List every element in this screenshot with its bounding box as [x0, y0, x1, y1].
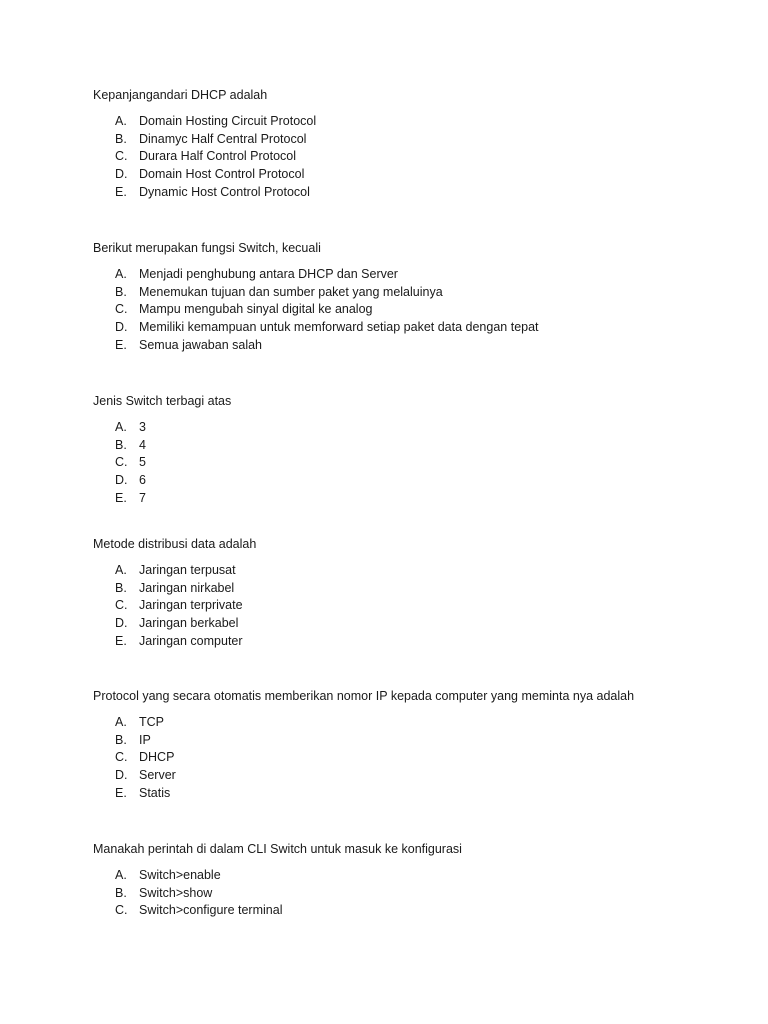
option-item: [93, 337, 733, 355]
option-letter: C.: [115, 302, 128, 317]
option-list: [93, 562, 733, 650]
option-item: [93, 597, 733, 615]
option-text: Server: [139, 768, 176, 783]
option-letter: D.: [115, 320, 128, 335]
option-letter: C.: [115, 750, 128, 765]
option-list: [93, 266, 733, 354]
option-item: [93, 454, 733, 472]
question-5: [93, 688, 733, 802]
option-text: Statis: [139, 785, 171, 800]
option-letter: B.: [115, 437, 127, 452]
option-item: [93, 148, 733, 166]
option-letter: D.: [115, 768, 128, 783]
question-text: Jenis Switch terbagi atas: [93, 394, 232, 408]
option-item: [93, 131, 733, 149]
option-letter: D.: [115, 473, 128, 488]
option-item: [93, 767, 733, 785]
option-text: 4: [139, 437, 146, 452]
option-item: [93, 301, 733, 319]
question-text: Manakah perintah di dalam CLI Switch untuk masuk ke konfigurasi: [93, 842, 462, 856]
option-item: [93, 714, 733, 732]
option-item: [93, 184, 733, 202]
option-letter: E.: [115, 785, 127, 800]
question-text: Kepanjangandari DHCP adalah: [93, 88, 268, 102]
option-letter: A.: [115, 868, 127, 882]
option-letter: B.: [115, 131, 127, 146]
question-3: [93, 393, 733, 507]
question-text: Metode distribusi data adalah: [93, 537, 257, 551]
option-letter: C.: [115, 455, 128, 470]
option-text: Switch>show: [139, 885, 213, 900]
option-item: [93, 749, 733, 767]
option-list: [93, 419, 733, 507]
option-item: [93, 266, 733, 284]
question-text: Protocol yang secara otomatis memberikan nomor IP kepada computer yang meminta nya adalah: [93, 689, 635, 703]
option-list: [93, 113, 733, 201]
option-text: Menjadi penghubung antara DHCP dan Server: [139, 267, 398, 281]
option-text: Menemukan tujuan dan sumber paket yang melaluinya: [139, 284, 443, 299]
option-text: Switch>configure terminal: [139, 903, 283, 918]
option-text: Switch>enable: [139, 868, 221, 882]
option-item: [93, 472, 733, 490]
option-item: [93, 284, 733, 302]
option-letter: A.: [115, 563, 127, 577]
option-text: 5: [139, 455, 146, 470]
option-text: 3: [139, 420, 146, 434]
question-6: [93, 841, 733, 920]
option-item: [93, 867, 733, 885]
option-item: [93, 785, 733, 803]
option-item: [93, 166, 733, 184]
option-letter: B.: [115, 284, 127, 299]
option-letter: C.: [115, 598, 128, 613]
option-item: [93, 633, 733, 651]
option-letter: E.: [115, 337, 127, 352]
option-item: [93, 437, 733, 455]
option-text: Memiliki kemampuan untuk memforward setiap paket data dengan tepat: [139, 320, 539, 335]
option-text: DHCP: [139, 750, 175, 765]
option-item: [93, 615, 733, 633]
option-text: 6: [139, 473, 146, 488]
option-item: [93, 113, 733, 131]
question-4: [93, 536, 733, 650]
option-text: Mampu mengubah sinyal digital ke analog: [139, 302, 373, 317]
option-letter: C.: [115, 149, 128, 164]
option-letter: A.: [115, 715, 127, 729]
option-item: [93, 902, 733, 920]
option-list: [93, 714, 733, 802]
option-letter: D.: [115, 616, 128, 631]
option-letter: B.: [115, 732, 127, 747]
option-text: Durara Half Control Protocol: [139, 149, 297, 164]
option-letter: E.: [115, 490, 127, 505]
option-letter: B.: [115, 580, 127, 595]
option-item: [93, 885, 733, 903]
option-letter: E.: [115, 184, 127, 199]
option-text: Domain Host Control Protocol: [139, 167, 305, 182]
option-letter: A.: [115, 114, 127, 128]
option-item: [93, 419, 733, 437]
option-text: Jaringan nirkabel: [139, 580, 235, 595]
option-letter: B.: [115, 885, 127, 900]
option-letter: E.: [115, 633, 127, 648]
option-letter: A.: [115, 267, 127, 281]
option-text: Dinamyc Half Central Protocol: [139, 131, 307, 146]
option-text: Jaringan terpusat: [139, 563, 236, 577]
question-text: Berikut merupakan fungsi Switch, kecuali: [93, 241, 321, 255]
option-item: [93, 319, 733, 337]
option-letter: C.: [115, 903, 128, 918]
option-text: IP: [139, 732, 151, 747]
option-item: [93, 490, 733, 508]
option-text: Dynamic Host Control Protocol: [139, 184, 310, 199]
option-text: Jaringan terprivate: [139, 598, 243, 613]
option-item: [93, 562, 733, 580]
option-item: [93, 732, 733, 750]
option-item: [93, 580, 733, 598]
option-letter: D.: [115, 167, 128, 182]
option-text: TCP: [139, 715, 164, 729]
option-text: Domain Hosting Circuit Protocol: [139, 114, 317, 128]
option-text: 7: [139, 490, 146, 505]
option-text: Jaringan computer: [139, 633, 243, 648]
option-list: [93, 867, 733, 920]
question-2: [93, 240, 733, 354]
option-letter: A.: [115, 420, 127, 434]
option-text: Jaringan berkabel: [139, 616, 239, 631]
question-1: [93, 87, 733, 201]
option-text: Semua jawaban salah: [139, 337, 262, 352]
